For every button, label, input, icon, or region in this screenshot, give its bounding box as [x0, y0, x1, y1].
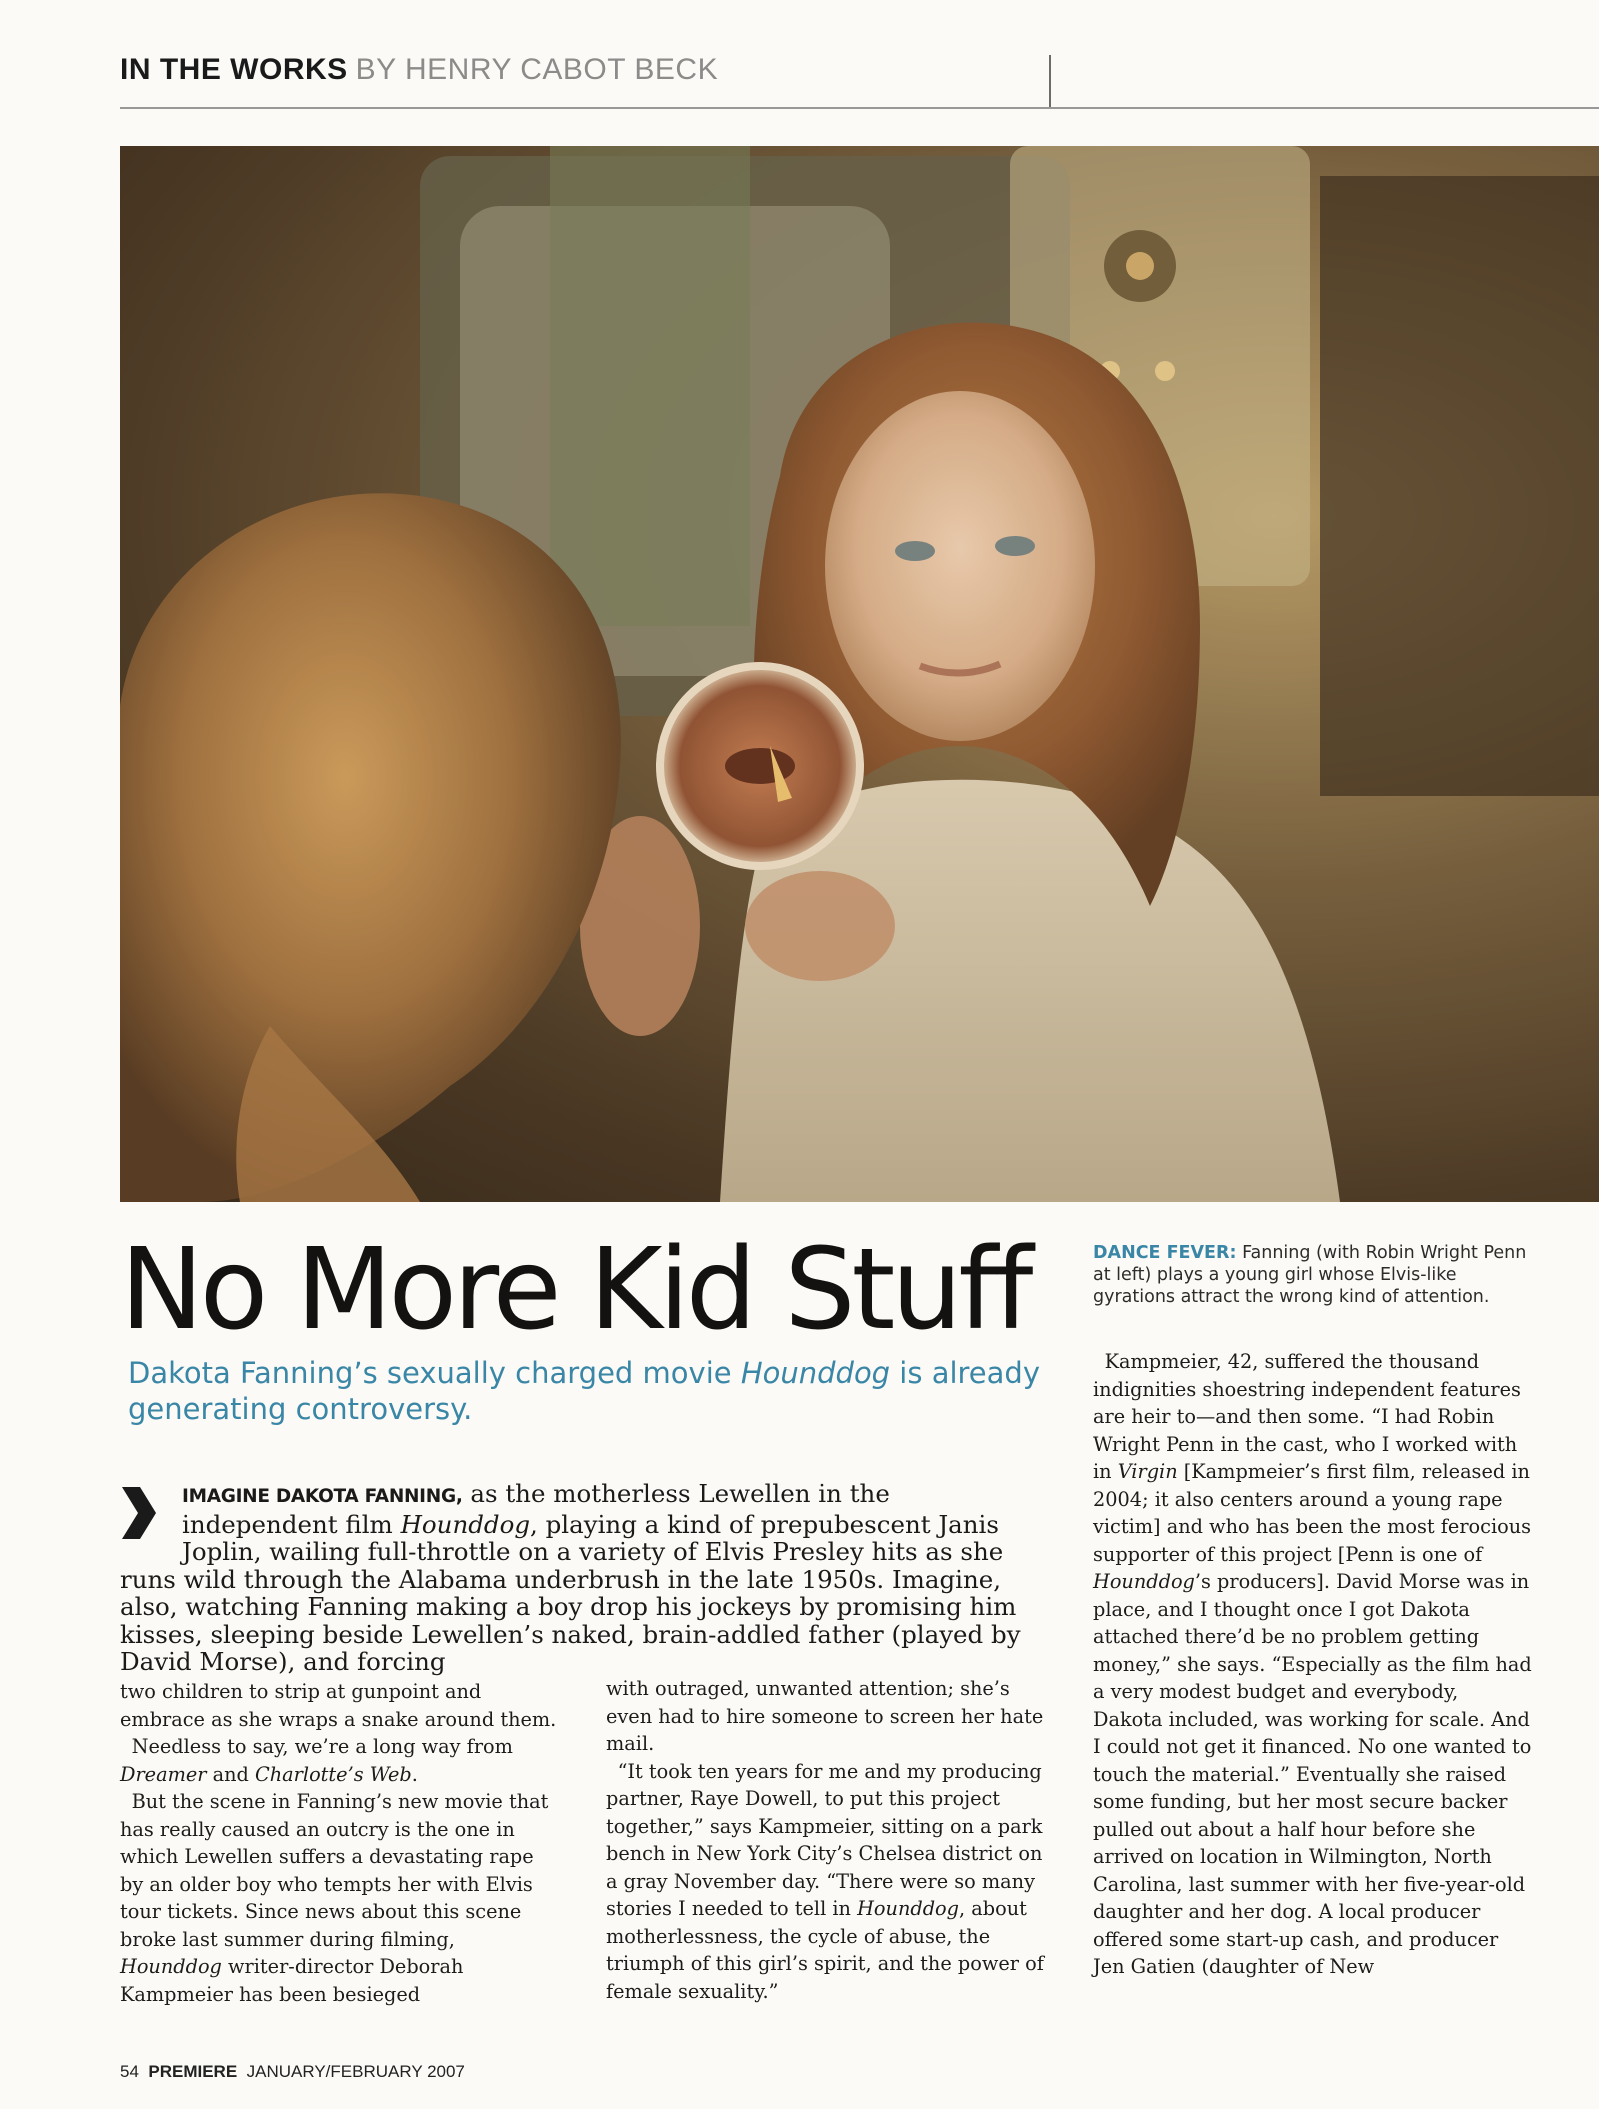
page-footer: [120, 2062, 465, 2082]
photo-caption: [1093, 1242, 1533, 1308]
body-paragraph: with outraged, unwanted attention; she’s even had to hire someone to screen her hate mail.: [606, 1677, 1044, 1755]
film-title: Virgin: [1117, 1460, 1178, 1483]
film-title: Hounddog: [1093, 1570, 1195, 1593]
issue-date: JANUARY/FEBRUARY 2007: [246, 2062, 465, 2081]
deck-text-end: is already generating controversy.: [128, 1356, 1040, 1426]
section-kicker: [120, 52, 718, 88]
body-text: [Kampmeier’s first film, released in 2004; it also centers around a young rape victim] and who has been the most ferocious supporter of this project [Penn is one of: [1093, 1460, 1532, 1566]
byline: BY HENRY CABOT BECK: [355, 53, 719, 86]
body-column-3: [1093, 1348, 1533, 1981]
body-column-2: [606, 1675, 1046, 2005]
deck-film-title: Hounddog: [740, 1356, 891, 1390]
feature-photo: [120, 146, 1599, 1202]
body-paragraph: [120, 1733, 560, 1788]
header-divider-vertical: [1049, 55, 1051, 107]
body-text: “It took ten years for me and my producing partner, Raye Dowell, to put this project together,” says Kampmeier, sitting on a park bench in New York City’s Chelsea district on a gray November day. “There were so many stories I needed to tell in: [606, 1759, 1043, 1920]
body-paragraph: two children to strip at gunpoint and embrace as she wraps a snake around them.: [120, 1680, 557, 1731]
film-title: Hounddog: [857, 1897, 960, 1920]
headline: No More Kid Stuff: [120, 1225, 1030, 1355]
body-paragraph: [606, 1758, 1046, 2006]
lede-text: as the motherless Lewellen in the independent film: [182, 1479, 890, 1539]
caption-label: DANCE FEVER:: [1093, 1243, 1237, 1263]
body-text: ’s producers]. David Morse was in place, and I thought once I got Dakota attached there’d be no problem getting money,” she says. “Especially as the film had a very modest budget and everybody, Dakota included, was working for scale. And I could not get it financed. No one wanted to touch the material.” Eventually she raised some funding, but her most secure backer pulled out about a half hour before she arrived on location in Wilmington, North Carolina, last summer with her five-year-old daughter and her dog. A local producer offered some start-up cash, and producer Jen Gatien (daughter of New: [1093, 1570, 1532, 1978]
body-paragraph: [120, 1788, 560, 2008]
film-title: Charlotte’s Web: [255, 1762, 412, 1786]
body-text: .: [411, 1762, 418, 1786]
body-text: and: [206, 1762, 256, 1786]
body-text: But the scene in Fanning’s new movie that has really caused an outcry is the one in which Lewellen suffers a devastating rape by an older boy who tempts her with Elvis tour tickets. Since news about this scene broke last summer during filming,: [120, 1790, 549, 1951]
body-text: writer-director Deborah Kampmeier has been besieged: [120, 1955, 464, 2006]
deck-text: Dakota Fanning’s sexually charged movie: [128, 1356, 741, 1390]
lede-paragraph: [120, 1480, 1045, 1676]
magazine-name: PREMIERE: [148, 2062, 238, 2081]
lede-film-title: Hounddog: [400, 1509, 531, 1539]
film-title: Hounddog: [120, 1955, 222, 1978]
deck: [128, 1355, 1078, 1427]
section-name: IN THE WORKS: [120, 53, 348, 86]
caption-text: Fanning (with Robin Wright Penn at left) plays a young girl whose Elvis-like gyrations attract the wrong kind of attention.: [1093, 1243, 1527, 1307]
body-text: Kampmeier, 42, suffered the thousand indignities shoestring independent features are heir to—and then some. “I had Robin Wright Penn in the cast, who I worked with in: [1093, 1350, 1521, 1483]
body-column-1: [120, 1678, 560, 2008]
body-text: Needless to say, we’re a long way from: [131, 1735, 513, 1758]
film-title: Dreamer: [120, 1762, 207, 1786]
body-paragraph: [1093, 1348, 1533, 1981]
page-number: 54: [120, 2062, 139, 2081]
body-text: , about motherlessness, the cycle of abuse, the triumph of this girl’s spirit, and the power of female sexuality.”: [606, 1897, 1044, 2003]
lede-lead-in: IMAGINE DAKOTA FANNING,: [182, 1486, 463, 1507]
header-rule: [120, 107, 1599, 109]
lede-text-cont: , playing a kind of prepubescent Janis Joplin, wailing full-throttle on a variety of Elvis Presley hits as she runs wild through the Alabama underbrush in the late 1950s. Imagine, also, watching Fanning making a boy drop his jockeys by promising him kisses, sleeping beside Lewellen’s naked, brain-addled father (played by David Morse), and forcing: [120, 1509, 1021, 1676]
